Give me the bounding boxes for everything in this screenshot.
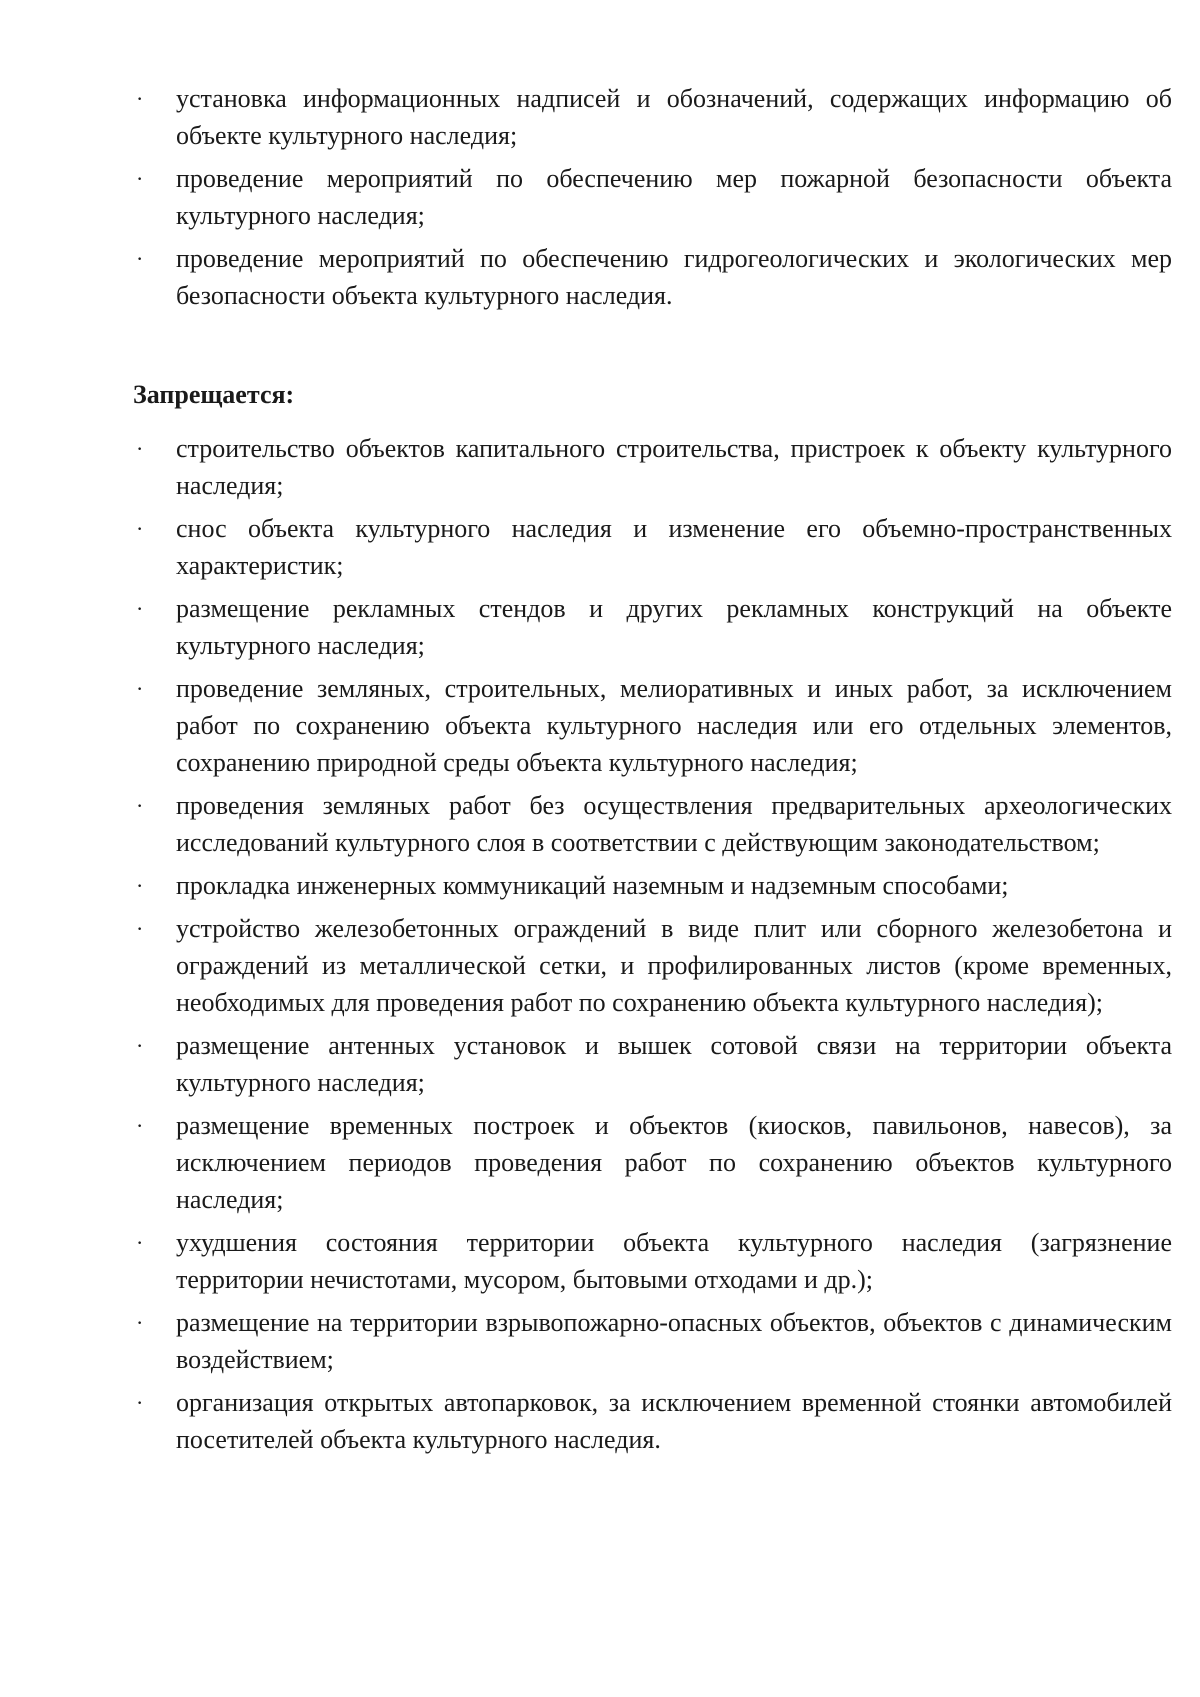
list-item-text: ухудшения состояния территории объекта культурного наследия (загрязнение территории нечистотами, мусором, бытовыми отходами и др.); — [176, 1228, 1172, 1294]
bullet-marker: · — [136, 1033, 144, 1058]
prohibited-works-list — [132, 430, 1172, 1464]
list-item — [132, 160, 1172, 234]
list-item-text: размещение рекламных стендов и других рекламных конструкций на объекте культурного наследия; — [176, 594, 1172, 660]
list-item — [132, 867, 1172, 904]
list-item-text: проведения земляных работ без осуществления предварительных археологических исследований культурного слоя в соответствии с действующим законодательством; — [176, 791, 1172, 857]
list-item-text: проведение земляных, строительных, мелиоративных и иных работ, за исключением работ по сохранению объекта культурного наследия или его отдельных элементов, сохранению природной среды объекта культурного наследия; — [176, 674, 1172, 777]
list-item-text: проведение мероприятий по обеспечению мер пожарной безопасности объекта культурного наследия; — [176, 164, 1172, 230]
list-item — [132, 1224, 1172, 1298]
list-item — [132, 430, 1172, 504]
list-item — [132, 1107, 1172, 1218]
list-item-text: проведение мероприятий по обеспечению гидрогеологических и экологических мер безопасности объекта культурного наследия. — [176, 244, 1172, 310]
list-item-text: размещение на территории взрывопожарно-опасных объектов, объектов с динамическим воздействием; — [176, 1308, 1172, 1374]
list-item-text: установка информационных надписей и обозначений, содержащих информацию об объекте культурного наследия; — [176, 84, 1172, 150]
list-item — [132, 670, 1172, 781]
bullet-marker: · — [136, 1230, 144, 1255]
bullet-marker: · — [136, 676, 144, 701]
list-item-text: организация открытых автопарковок, за исключением временной стоянки автомобилей посетителей объекта культурного наследия. — [176, 1388, 1172, 1454]
bullet-marker: · — [136, 86, 144, 111]
list-item — [132, 787, 1172, 861]
list-item — [132, 590, 1172, 664]
list-item — [132, 80, 1172, 154]
bullet-marker: · — [136, 1390, 144, 1415]
list-item-text: устройство железобетонных ограждений в виде плит или сборного железобетона и ограждений из металлической сетки, и профилированных листов (кроме временных, необходимых для проведения работ по сохранению объекта культурного наследия); — [176, 914, 1172, 1017]
bullet-marker: · — [136, 166, 144, 191]
bullet-marker: · — [136, 1310, 144, 1335]
permitted-works-list — [132, 80, 1172, 320]
bullet-marker: · — [136, 873, 144, 898]
list-item-text: размещение антенных установок и вышек сотовой связи на территории объекта культурного наследия; — [176, 1031, 1172, 1097]
list-item-text: прокладка инженерных коммуникаций наземным и надземным способами; — [176, 871, 1009, 900]
bullet-marker: · — [136, 596, 144, 621]
bullet-marker: · — [136, 916, 144, 941]
list-item — [132, 510, 1172, 584]
bullet-marker: · — [136, 793, 144, 818]
list-item-text: размещение временных построек и объектов (киосков, павильонов, навесов), за исключением периодов проведения работ по сохранению объектов культурного наследия; — [176, 1111, 1172, 1214]
bullet-marker: · — [136, 246, 144, 271]
section-heading: Запрещается: — [133, 380, 295, 409]
bullet-marker: · — [136, 436, 144, 461]
list-item — [132, 1304, 1172, 1378]
list-item — [132, 1384, 1172, 1458]
list-item-text: строительство объектов капитального строительства, пристроек к объекту культурного наследия; — [176, 434, 1172, 500]
list-item — [132, 910, 1172, 1021]
list-item-text: снос объекта культурного наследия и изменение его объемно-пространственных характеристик; — [176, 514, 1172, 580]
list-item — [132, 1027, 1172, 1101]
bullet-marker: · — [136, 516, 144, 541]
list-item — [132, 240, 1172, 314]
bullet-marker: · — [136, 1113, 144, 1138]
